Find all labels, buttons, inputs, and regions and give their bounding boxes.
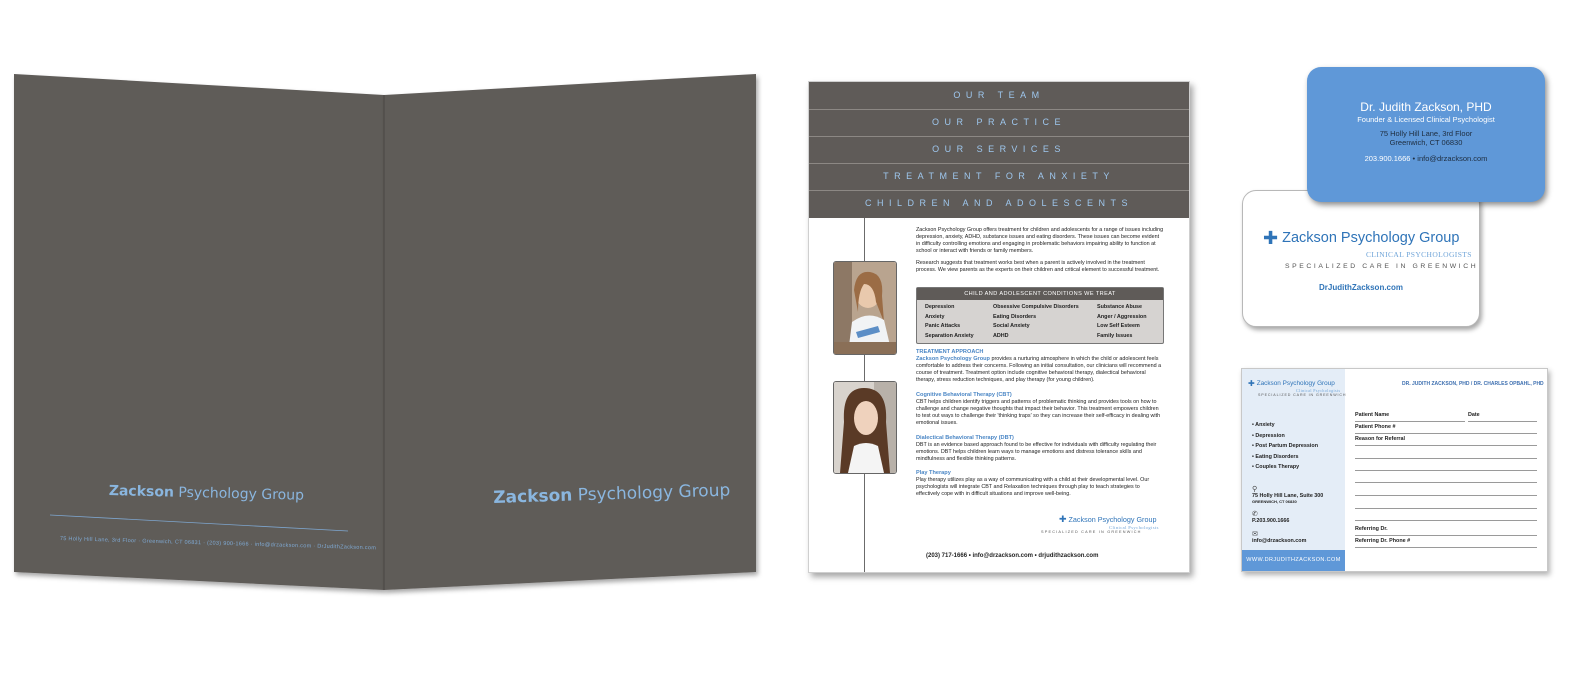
presentation-folder (0, 0, 770, 675)
approach-section (916, 349, 1164, 384)
photo-girl-thinking-image (834, 382, 896, 473)
play-heading: Play Therapy (916, 470, 951, 476)
folder-right-brand-rest: Psychology Group (572, 480, 731, 506)
cross-logo-icon: ✚ (1059, 514, 1067, 524)
condition-item: Depression (925, 304, 955, 310)
pad-sidebar (1242, 369, 1345, 571)
folder-left-brand-rest: Psychology Group (173, 484, 305, 504)
card-person-title: Founder & Licensed Clinical Psychologist (1357, 115, 1495, 124)
card-person-name: Dr. Judith Zackson, PHD (1360, 100, 1492, 114)
blank-line[interactable] (1355, 495, 1537, 496)
nav-treatment-anxiety[interactable]: TREATMENT FOR ANXIETY (809, 163, 1189, 191)
pad-logo-row (1248, 379, 1346, 388)
field-date-label: Date (1468, 412, 1480, 418)
cross-logo-icon: ✚ (1263, 228, 1279, 248)
play-section (916, 470, 1164, 498)
condition-item: Anger / Aggression (1097, 313, 1147, 320)
field-patient-phone[interactable] (1355, 424, 1537, 434)
nav-children-adolescents[interactable]: CHILDREN AND ADOLESCENTS (864, 198, 1134, 208)
pad-address-1: 75 Holly Hill Lane, Suite 300 (1252, 493, 1324, 499)
card-separator-dot: • (1412, 154, 1416, 163)
dbt-heading: Dialectical Behavioral Therapy (DBT) (916, 435, 1014, 441)
cbt-heading: Cognitive Behavioral Therapy (CBT) (916, 392, 1012, 398)
flyer-logo-sub: Clinical Psychologists (1109, 525, 1159, 530)
pad-service-item: • Eating Disorders (1252, 453, 1299, 460)
blank-line[interactable] (1355, 508, 1537, 509)
condition-item: Eating Disorders (993, 313, 1037, 320)
flyer-intro-p1: Zackson Psychology Group offers treatment for children and adolescents for a range of issues including depression, anxiety, ADHD, substance issues and eating disorders. These issues can become evident in difficulty controlling emotions and engaging in problematic behaviors impairing ability to function at school or interact with friends or family members. (916, 227, 1164, 254)
pad-email-block (1252, 530, 1306, 544)
condition-item: Social Anxiety (993, 323, 1030, 329)
blank-line[interactable] (1355, 470, 1537, 471)
field-patient-name-label: Patient Name (1355, 412, 1390, 418)
folder-left-panel (14, 74, 384, 590)
pad-service-item: • Depression (1252, 432, 1285, 439)
business-card-front (1242, 190, 1480, 327)
nav-our-practice[interactable]: OUR PRACTICE (809, 109, 1189, 137)
approach-body: provides a nurturing atmosphere in which the child or adolescent feels comfortable to address their concerns. Following an initial consultation, our clinicians will recommend a course of treatment. Treatment option include cognitive behavioral therapy, dialectical behavioral therapy, stress reduction techniques, and play therapy (for young children). (916, 356, 1162, 383)
pad-doctors: DR. JUDITH ZACKSON, PHD / DR. CHARLES OPBAHL, PHD (1402, 381, 1544, 387)
card-phone[interactable]: 203.900.1666 (1364, 154, 1411, 163)
play-body: Play therapy utilizes play as a way of communicating with a child at their developmental level. Our psychologists will integrate CBT and Relaxation techniques through play to teach strategies to effectively cope with in difficult situations and improve well-being. (916, 477, 1150, 497)
condition-item: Substance Abuse (1097, 304, 1143, 310)
field-patient-name[interactable] (1355, 412, 1465, 422)
pad-footer-url[interactable]: WWW.DRJUDITHZACKSON.COM (1242, 550, 1345, 571)
pad-logo-name: Zackson Psychology Group (1256, 380, 1335, 387)
referral-pad (1241, 368, 1548, 572)
pad-logo (1248, 379, 1346, 397)
field-reason-label: Reason for Referral (1355, 436, 1406, 442)
pad-service-item: • Post Partum Depression (1252, 443, 1318, 449)
dbt-section (916, 435, 1164, 463)
folder-contact-line: 75 Holly Hill Lane, 3rd Floor · Greenwich, CT 06831 · (203) 900-1666 · info@drzackson.com · DrJudithZackson.com (59, 536, 377, 552)
pad-email: info@drzackson.com (1252, 538, 1307, 544)
field-reason[interactable] (1355, 436, 1537, 446)
folder-right-brand-bold: Zackson (493, 485, 573, 508)
pad-services-list (1252, 420, 1318, 473)
field-patient-phone-label: Patient Phone # (1355, 424, 1396, 430)
photo-girl-writing (833, 261, 897, 355)
approach-heading: TREATMENT APPROACH (916, 349, 984, 355)
flyer-logo-row (1059, 514, 1159, 525)
pad-service-item: • Anxiety (1252, 422, 1275, 428)
card-logo-row (1263, 229, 1459, 247)
phone-icon: ✆ (1252, 511, 1258, 518)
flyer-nav (809, 82, 1189, 218)
business-card-back (1307, 67, 1545, 202)
card-tagline: SPECIALIZED CARE IN GREENWICH (1285, 263, 1479, 270)
field-referring-dr[interactable] (1355, 526, 1537, 536)
pad-phone-block (1252, 510, 1289, 524)
flyer-intro-p2: Research suggests that treatment works best when a parent is actively involved in the treatment process. We view parents as the experts on their children and critical element to successful treatment. (916, 260, 1160, 273)
field-referring-dr-label: Referring Dr. (1355, 526, 1388, 532)
flyer-logo-name: Zackson Psychology Group (1068, 515, 1157, 524)
pad-phone: P.203.900.1666 (1252, 518, 1290, 524)
condition-item: Anxiety (925, 313, 945, 320)
pad-logo-tag: SPECIALIZED CARE IN GREENWICH (1258, 393, 1347, 397)
approach-lead: Zackson Psychology Group (916, 356, 990, 362)
condition-item: Separation Anxiety (925, 332, 974, 339)
card-address-1: 75 Holly Hill Lane, 3rd Floor (1379, 129, 1473, 138)
pad-service-item: • Couples Therapy (1252, 464, 1300, 470)
dbt-body: DBT is an evidence based approach found to be effective for individuals with difficulty regulating their emotions. DBT helps children learn ways to manage emotions and distress tolerance skills and mindfulness and flexible thinking patterns. (916, 442, 1157, 462)
blank-line[interactable] (1355, 520, 1537, 521)
blank-line[interactable] (1355, 482, 1537, 483)
approach-text (916, 356, 1164, 384)
pad-address-2: GREENWICH, CT 06830 (1252, 499, 1297, 504)
flyer-logo (1041, 514, 1159, 534)
conditions-title: CHILD AND ADOLESCENT CONDITIONS WE TREAT (917, 288, 1163, 300)
card-logo-sub: CLINICAL PSYCHOLOGISTS (1366, 250, 1472, 259)
pad-address-block (1252, 485, 1323, 504)
card-address-2: Greenwich, CT 06830 (1389, 138, 1463, 147)
conditions-box (916, 287, 1164, 344)
pad-logo-sub: Clinical Psychologists (1296, 388, 1341, 393)
photo-girl-writing-image (834, 262, 896, 354)
card-email[interactable]: info@drzackson.com (1417, 154, 1488, 163)
mail-icon: ✉ (1252, 531, 1258, 538)
condition-item: Obsessive Compulsive Disorders (993, 304, 1079, 310)
flyer-page (808, 81, 1190, 573)
condition-item: Panic Attacks (925, 323, 961, 329)
photo-girl-thinking (833, 381, 897, 474)
flyer-contact: (203) 717-1666 • info@drzackson.com • drjudithzackson.com (926, 553, 1099, 559)
field-referring-phone[interactable] (1355, 538, 1537, 548)
folder-shape (0, 0, 770, 675)
nav-our-team[interactable]: OUR TEAM (809, 82, 1189, 110)
cross-logo-icon: ✚ (1248, 379, 1255, 388)
location-pin-icon: ⚲ (1252, 486, 1258, 493)
condition-item: Low Self Esteem (1097, 323, 1140, 329)
cbt-section (916, 392, 1164, 427)
blank-line[interactable] (1355, 458, 1537, 459)
field-date[interactable] (1468, 412, 1537, 422)
conditions-col-1 (925, 303, 974, 341)
card-contact-line (1307, 154, 1545, 163)
nav-our-services[interactable]: OUR SERVICES (809, 136, 1189, 164)
field-referring-phone-label: Referring Dr. Phone # (1355, 538, 1411, 544)
folder-left-brand-bold: Zackson (108, 483, 175, 501)
folder-right-panel (384, 74, 756, 590)
card-logo-name: Zackson Psychology Group (1282, 230, 1460, 246)
conditions-col-3 (1097, 303, 1147, 341)
condition-item: ADHD (993, 332, 1009, 339)
cbt-body: CBT helps children identify triggers and patterns of problematic thinking and provides tools on how to challenge and change negative thoughts that impact their behavior. This treatment empowers children to test out ways to challenge their 'thinking traps' so they can increase their self-efficacy in dealing with emotional issues. (916, 399, 1161, 426)
flyer-logo-tag: SPECIALIZED CARE IN GREENWICH (1041, 530, 1142, 534)
condition-item: Family Issues (1097, 332, 1133, 339)
card-url[interactable]: DrJudithZackson.com (1318, 283, 1403, 292)
conditions-col-2 (993, 303, 1079, 341)
